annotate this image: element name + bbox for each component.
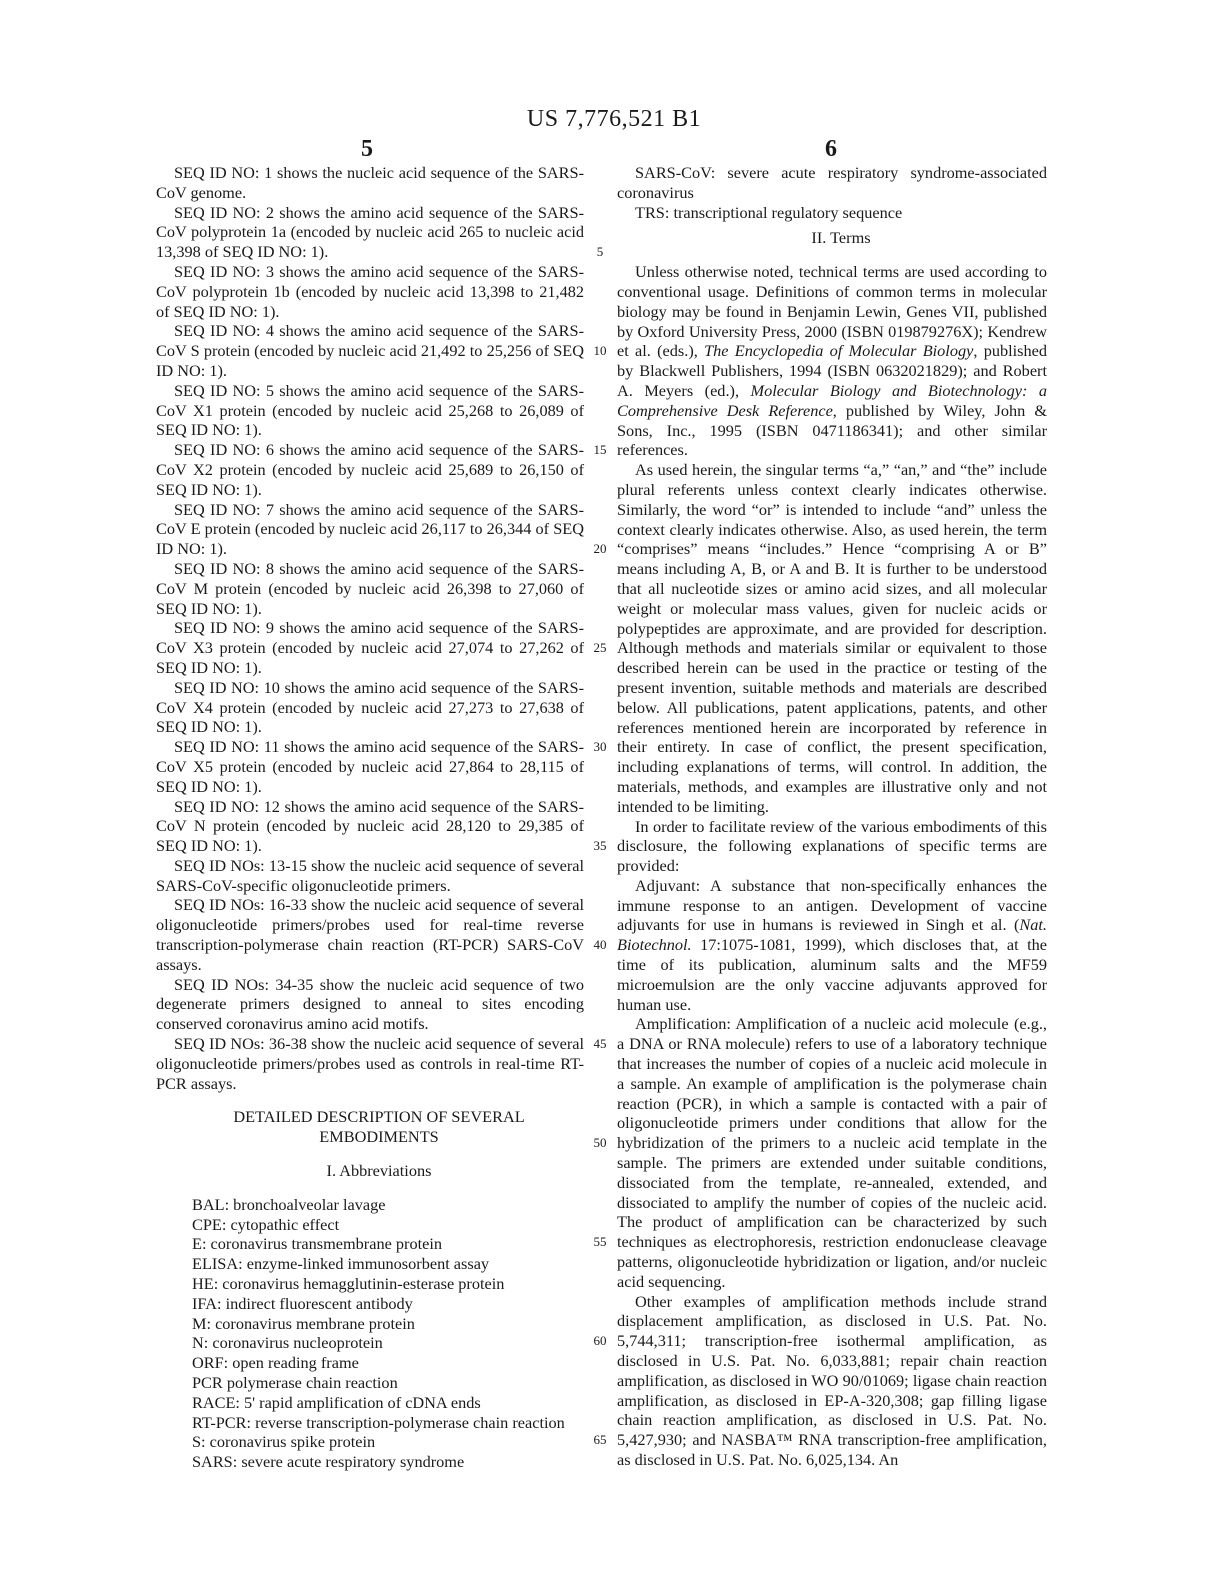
line-number: 15 xyxy=(593,442,607,457)
text-run: , published by Wiley, John & Sons, Inc., 1995 (ISBN 0471186341); and other similar references. xyxy=(617,400,1047,460)
abbreviation-item: M: coronavirus membrane protein xyxy=(192,1313,415,1333)
text-run: Unless otherwise noted, technical terms are used according to conventional usage. Definitions of common terms in molecular biology may be found in Benjamin Lewin, Genes VII, published by Oxford University Press, 2000 (ISBN 019879276X); Kendrew et al. (eds.), xyxy=(617,262,1047,361)
terms-paragraph xyxy=(617,262,1047,460)
seq-paragraph: SEQ ID NOs: 34-35 show the nucleic acid sequence of two degenerate primers designed to anneal to sites encoding conserved coronavirus amino acid motifs. xyxy=(156,974,584,1034)
terms-paragraph: In order to facilitate review of the various embodiments of this disclosure, the following explanations of specific terms are provided: xyxy=(617,816,1047,876)
line-number: 35 xyxy=(593,838,607,853)
line-number: 65 xyxy=(593,1432,607,1447)
seq-paragraph: SEQ ID NO: 11 shows the amino acid sequence of the SARS-CoV X5 protein (encoded by nucleic acid 27,864 to 28,115 of SEQ ID NO: 1). xyxy=(156,737,584,796)
left-column xyxy=(156,163,584,1472)
line-number: 20 xyxy=(593,541,607,556)
book-title: The Encyclopedia of Molecular Biology xyxy=(704,341,974,361)
line-number: 45 xyxy=(593,1036,607,1051)
line-number: 10 xyxy=(593,343,607,358)
seq-paragraph: SEQ ID NOs: 16-33 show the nucleic acid sequence of several oligonucleotide primers/probes used for real-time reverse transcription-polymerase chain reaction (RT-PCR) SARS-CoV assays. xyxy=(156,895,584,974)
text-run: Adjuvant: A substance that non-specifically enhances the immune response to an antigen. Development of vaccine adjuvants for use in humans is reviewed in Singh et al. ( xyxy=(617,875,1047,935)
abbreviation-item: N: coronavirus nucleoprotein xyxy=(192,1333,383,1353)
seq-paragraph: SEQ ID NO: 3 shows the amino acid sequence of the SARS-CoV polyprotein 1b (encoded by nucleic acid 13,398 to 21,482 of SEQ ID NO: 1). xyxy=(156,261,584,321)
seq-paragraph: SEQ ID NO: 1 shows the nucleic acid sequence of the SARS-CoV genome. xyxy=(156,163,584,202)
abbreviation-item: BAL: bronchoalveolar lavage xyxy=(192,1194,386,1214)
terms-heading: II. Terms xyxy=(811,228,871,248)
seq-paragraph: SEQ ID NOs: 13-15 show the nucleic acid sequence of several SARS-CoV-specific oligonucleotide primers. xyxy=(156,855,584,895)
abbreviation-item: SARS-CoV: severe acute respiratory syndrome-associated coronavirus xyxy=(617,163,1047,202)
seq-paragraph: SEQ ID NO: 10 shows the amino acid sequence of the SARS-CoV X4 protein (encoded by nucleic acid 27,273 to 27,638 of SEQ ID NO: 1). xyxy=(156,677,584,737)
section-heading: DETAILED DESCRIPTION OF SEVERAL xyxy=(233,1107,525,1127)
line-number: 55 xyxy=(593,1234,607,1249)
seq-paragraph: SEQ ID NO: 2 shows the amino acid sequence of the SARS-CoV polyprotein 1a (encoded by nucleic acid 265 to nucleic acid 13,398 of SEQ ID NO: 1). xyxy=(156,202,584,262)
definition-amplification: Amplification: Amplification of a nucleic acid molecule (e.g., a DNA or RNA molecule) refers to use of a laboratory technique that increases the number of copies of a nucleic acid molecule in a sample. An example of amplification is the polymerase chain reaction (PCR), in which a sample is contacted with a pair of oligonucleotide primers under conditions that allow for the hybridization of the primers to a nucleic acid template in the sample. The primers are extended under suitable conditions, dissociated from the template, re-annealed, extended, and dissociated to amplify the number of copies of the nucleic acid. The product of amplification can be characterized by such techniques as electrophoresis, restriction endonuclease cleavage patterns, oligonucleotide hybridization or ligation, and/or nucleic acid sequencing. xyxy=(617,1014,1047,1291)
line-number: 5 xyxy=(596,244,604,259)
abbreviation-item: RT-PCR: reverse transcription-polymerase chain reaction xyxy=(192,1412,565,1432)
book-title: Molecular Biology and Biotechnology: a Comprehensive Desk Reference xyxy=(617,380,1048,420)
text-run: 17:1075-1081, 1999), which discloses that, at the time of its publication, aluminum salts and the MF59 microemulsion are the only vaccine adjuvants approved for human use. xyxy=(617,935,1047,1014)
abbreviation-item: CPE: cytopathic effect xyxy=(192,1214,340,1234)
line-number: 50 xyxy=(593,1135,607,1150)
abbreviation-item: IFA: indirect fluorescent antibody xyxy=(192,1293,413,1313)
seq-paragraph: SEQ ID NO: 4 shows the amino acid sequence of the SARS-CoV S protein (encoded by nucleic acid 21,492 to 25,256 of SEQ ID NO: 1). xyxy=(156,321,584,380)
section-heading-cont: EMBODIMENTS xyxy=(319,1127,439,1147)
patent-number: US 7,776,521 B1 xyxy=(526,106,702,132)
seq-paragraph: SEQ ID NO: 9 shows the amino acid sequence of the SARS-CoV X3 protein (encoded by nucleic acid 27,074 to 27,262 of SEQ ID NO: 1). xyxy=(156,618,584,677)
abbreviation-item: S: coronavirus spike protein xyxy=(192,1432,376,1452)
line-number: 30 xyxy=(593,739,607,754)
line-number: 60 xyxy=(593,1333,607,1348)
line-number: 40 xyxy=(593,937,607,952)
abbreviation-item: TRS: transcriptional regulatory sequence xyxy=(635,202,903,222)
abbreviation-item: HE: coronavirus hemagglutinin-esterase protein xyxy=(192,1274,505,1294)
abbreviation-item: ELISA: enzyme-linked immunosorbent assay xyxy=(192,1254,490,1274)
definition-adjuvant xyxy=(617,876,1047,1015)
abbreviation-item: RACE: 5' rapid amplification of cDNA ends xyxy=(192,1392,481,1412)
text-run: , published by Blackwell Publishers, 1994 (ISBN 0632021829); and Robert A. Meyers (ed.), xyxy=(617,341,1048,400)
abbreviation-item: SARS: severe acute respiratory syndrome xyxy=(192,1452,465,1472)
seq-paragraph: SEQ ID NO: 5 shows the amino acid sequence of the SARS-CoV X1 protein (encoded by nucleic acid 25,268 to 26,089 of SEQ ID NO: 1). xyxy=(156,380,584,440)
abbreviations-heading: I. Abbreviations xyxy=(326,1161,432,1181)
seq-paragraph: SEQ ID NO: 8 shows the amino acid sequence of the SARS-CoV M protein (encoded by nucleic acid 26,398 to 27,060 of SEQ ID NO: 1). xyxy=(156,558,584,618)
right-column xyxy=(617,163,1047,1470)
journal-title: Nat. Biotechnol. xyxy=(617,915,1047,955)
seq-paragraph: SEQ ID NO: 12 shows the amino acid sequence of the SARS-CoV N protein (encoded by nucleic acid 28,120 to 29,385 of SEQ ID NO: 1). xyxy=(156,796,584,856)
line-number: 25 xyxy=(593,640,607,655)
terms-paragraph: As used herein, the singular terms “a,” “an,” and “the” include plural referents unless context clearly indicates otherwise. Similarly, the word “or” is intended to include “and” unless the context clearly indicates otherwise. Also, as used herein, the term “comprises” means “includes.” Hence “comprising A or B” means including A, B, or A and B. It is further to be understood that all nucleotide sizes or amino acid sizes, and all molecular weight or molecular mass values, given for nucleic acids or polypeptides are approximate, and are provided for description. Although methods and materials similar or equivalent to those described herein can be used in the practice or testing of the present invention, suitable methods and materials are described below. All publications, patent applications, patents, and other references mentioned herein are incorporated by reference in their entirety. In case of conflict, the present specification, including explanations of terms, will control. In addition, the materials, methods, and examples are illustrative only and not intended to be limiting. xyxy=(617,460,1047,816)
abbreviation-item: E: coronavirus transmembrane protein xyxy=(192,1234,443,1254)
seq-paragraph: SEQ ID NO: 7 shows the amino acid sequence of the SARS-CoV E protein (encoded by nucleic acid 26,117 to 26,344 of SEQ ID NO: 1). xyxy=(156,499,584,559)
right-page-number: 6 xyxy=(825,136,837,162)
seq-paragraph: SEQ ID NOs: 36-38 show the nucleic acid sequence of several oligonucleotide primers/probes used as controls in real-time RT-PCR assays. xyxy=(156,1034,584,1093)
left-page-number: 5 xyxy=(361,136,373,162)
abbreviation-item: PCR polymerase chain reaction xyxy=(192,1373,398,1393)
seq-paragraph: SEQ ID NO: 6 shows the amino acid sequence of the SARS-CoV X2 protein (encoded by nucleic acid 25,689 to 26,150 of SEQ ID NO: 1). xyxy=(156,440,584,499)
definition-amplification-cont: Other examples of amplification methods include strand displacement amplification, as disclosed in U.S. Pat. No. 5,744,311; transcription-free isothermal amplification, as disclosed in U.S. Pat. No. 6,033,881; repair chain reaction amplification, as disclosed in WO 90/01069; ligase chain reaction amplification, as disclosed in EP-A-320,308; gap filling ligase chain reaction amplification, as disclosed in U.S. Pat. No. 5,427,930; and NASBA™ RNA transcription-free amplification, as disclosed in U.S. Pat. No. 6,025,134. An xyxy=(617,1291,1047,1469)
abbreviation-item: ORF: open reading frame xyxy=(192,1353,359,1373)
